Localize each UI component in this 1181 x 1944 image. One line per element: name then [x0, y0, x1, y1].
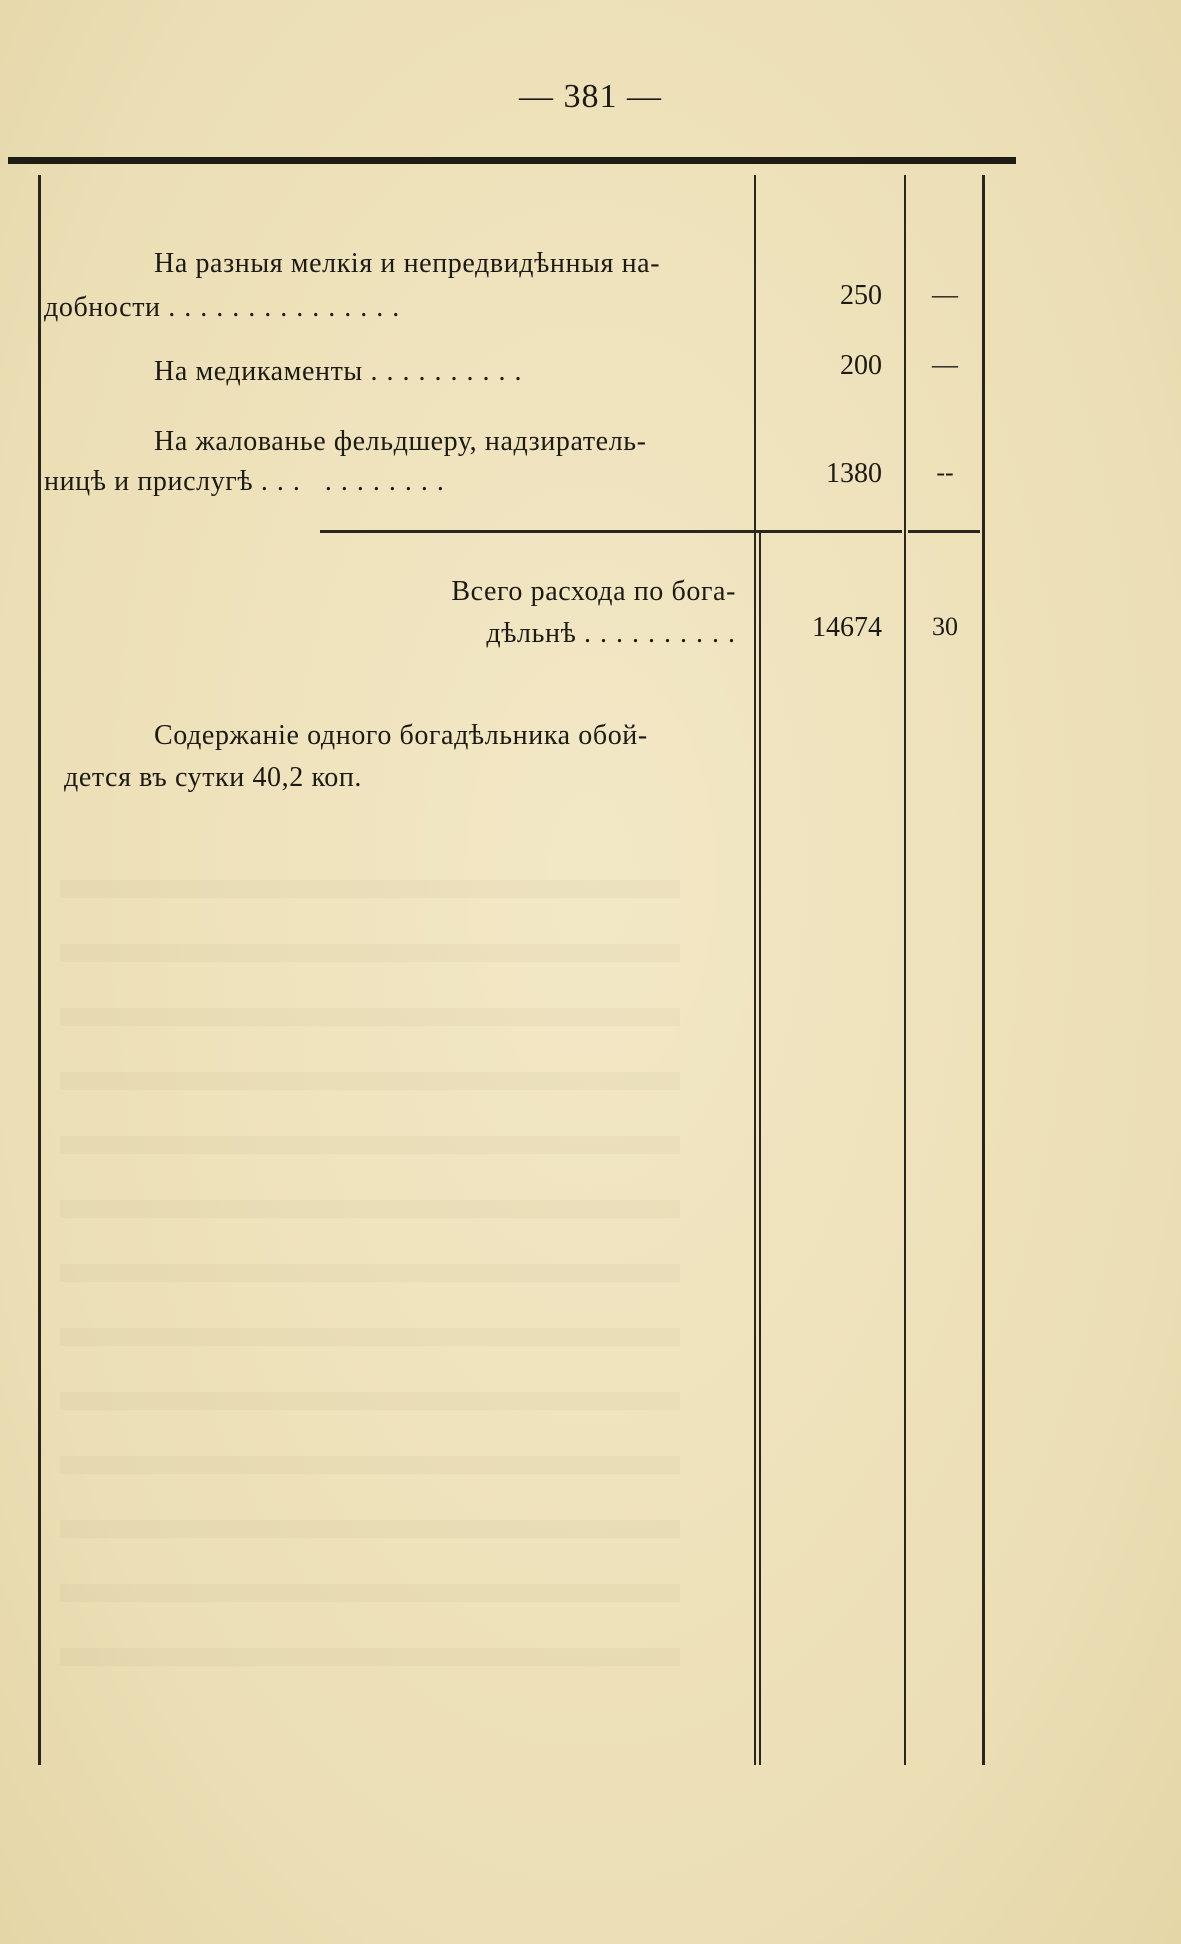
row-3-label: ницѣ и прислугѣ: [44, 466, 254, 497]
row-2-leaders: ..........: [370, 356, 531, 387]
row-1-line-1: На разныя мелкія и непредвидѣнныя на-: [154, 248, 661, 279]
row-2-kopeks: —: [932, 350, 958, 379]
total-kopeks: 30: [932, 612, 958, 641]
subtotal-rule-rubles: [320, 530, 902, 533]
row-1-label: добности: [44, 292, 161, 323]
total-line-2: [44, 612, 744, 656]
total-leaders: ..........: [584, 618, 744, 649]
top-rule: [8, 157, 1016, 164]
row-2-line-1: [44, 350, 854, 394]
row-3-leaders: ... ........: [260, 466, 453, 497]
row-3-line-1: На жалованье фельдшеру, надзиратель-: [154, 426, 647, 457]
total-rubles: 14674: [812, 612, 882, 643]
subtotal-rule-kopeks: [908, 530, 980, 533]
total-label: дѣльнѣ: [486, 618, 577, 649]
row-2-rubles: 200: [840, 350, 882, 381]
row-3-rubles: 1380: [826, 458, 882, 489]
bleed-through-texture: [60, 880, 680, 1700]
column-divider-kopeks-left: [904, 175, 906, 1765]
table-right-border: [982, 175, 985, 1765]
row-1-kopeks: —: [932, 280, 958, 309]
row-1-rubles: 250: [840, 280, 882, 311]
page-number: — 381 —: [519, 78, 662, 115]
note-line-1: Содержаніе одного богадѣльника обой-: [154, 720, 648, 751]
note-line-2: дется въ сутки 40,2 коп.: [64, 762, 363, 793]
total-line-1: Всего расхода по бога-: [451, 576, 736, 607]
table-left-border: [38, 175, 41, 1765]
row-3-kopeks: --: [936, 458, 954, 487]
row-1-line-2: [44, 286, 744, 330]
column-divider-rubles-left: [754, 175, 756, 1765]
row-3-line-2: [44, 460, 744, 504]
row-1-leaders: ...............: [168, 292, 409, 323]
row-2-label: На медикаменты: [154, 356, 363, 387]
